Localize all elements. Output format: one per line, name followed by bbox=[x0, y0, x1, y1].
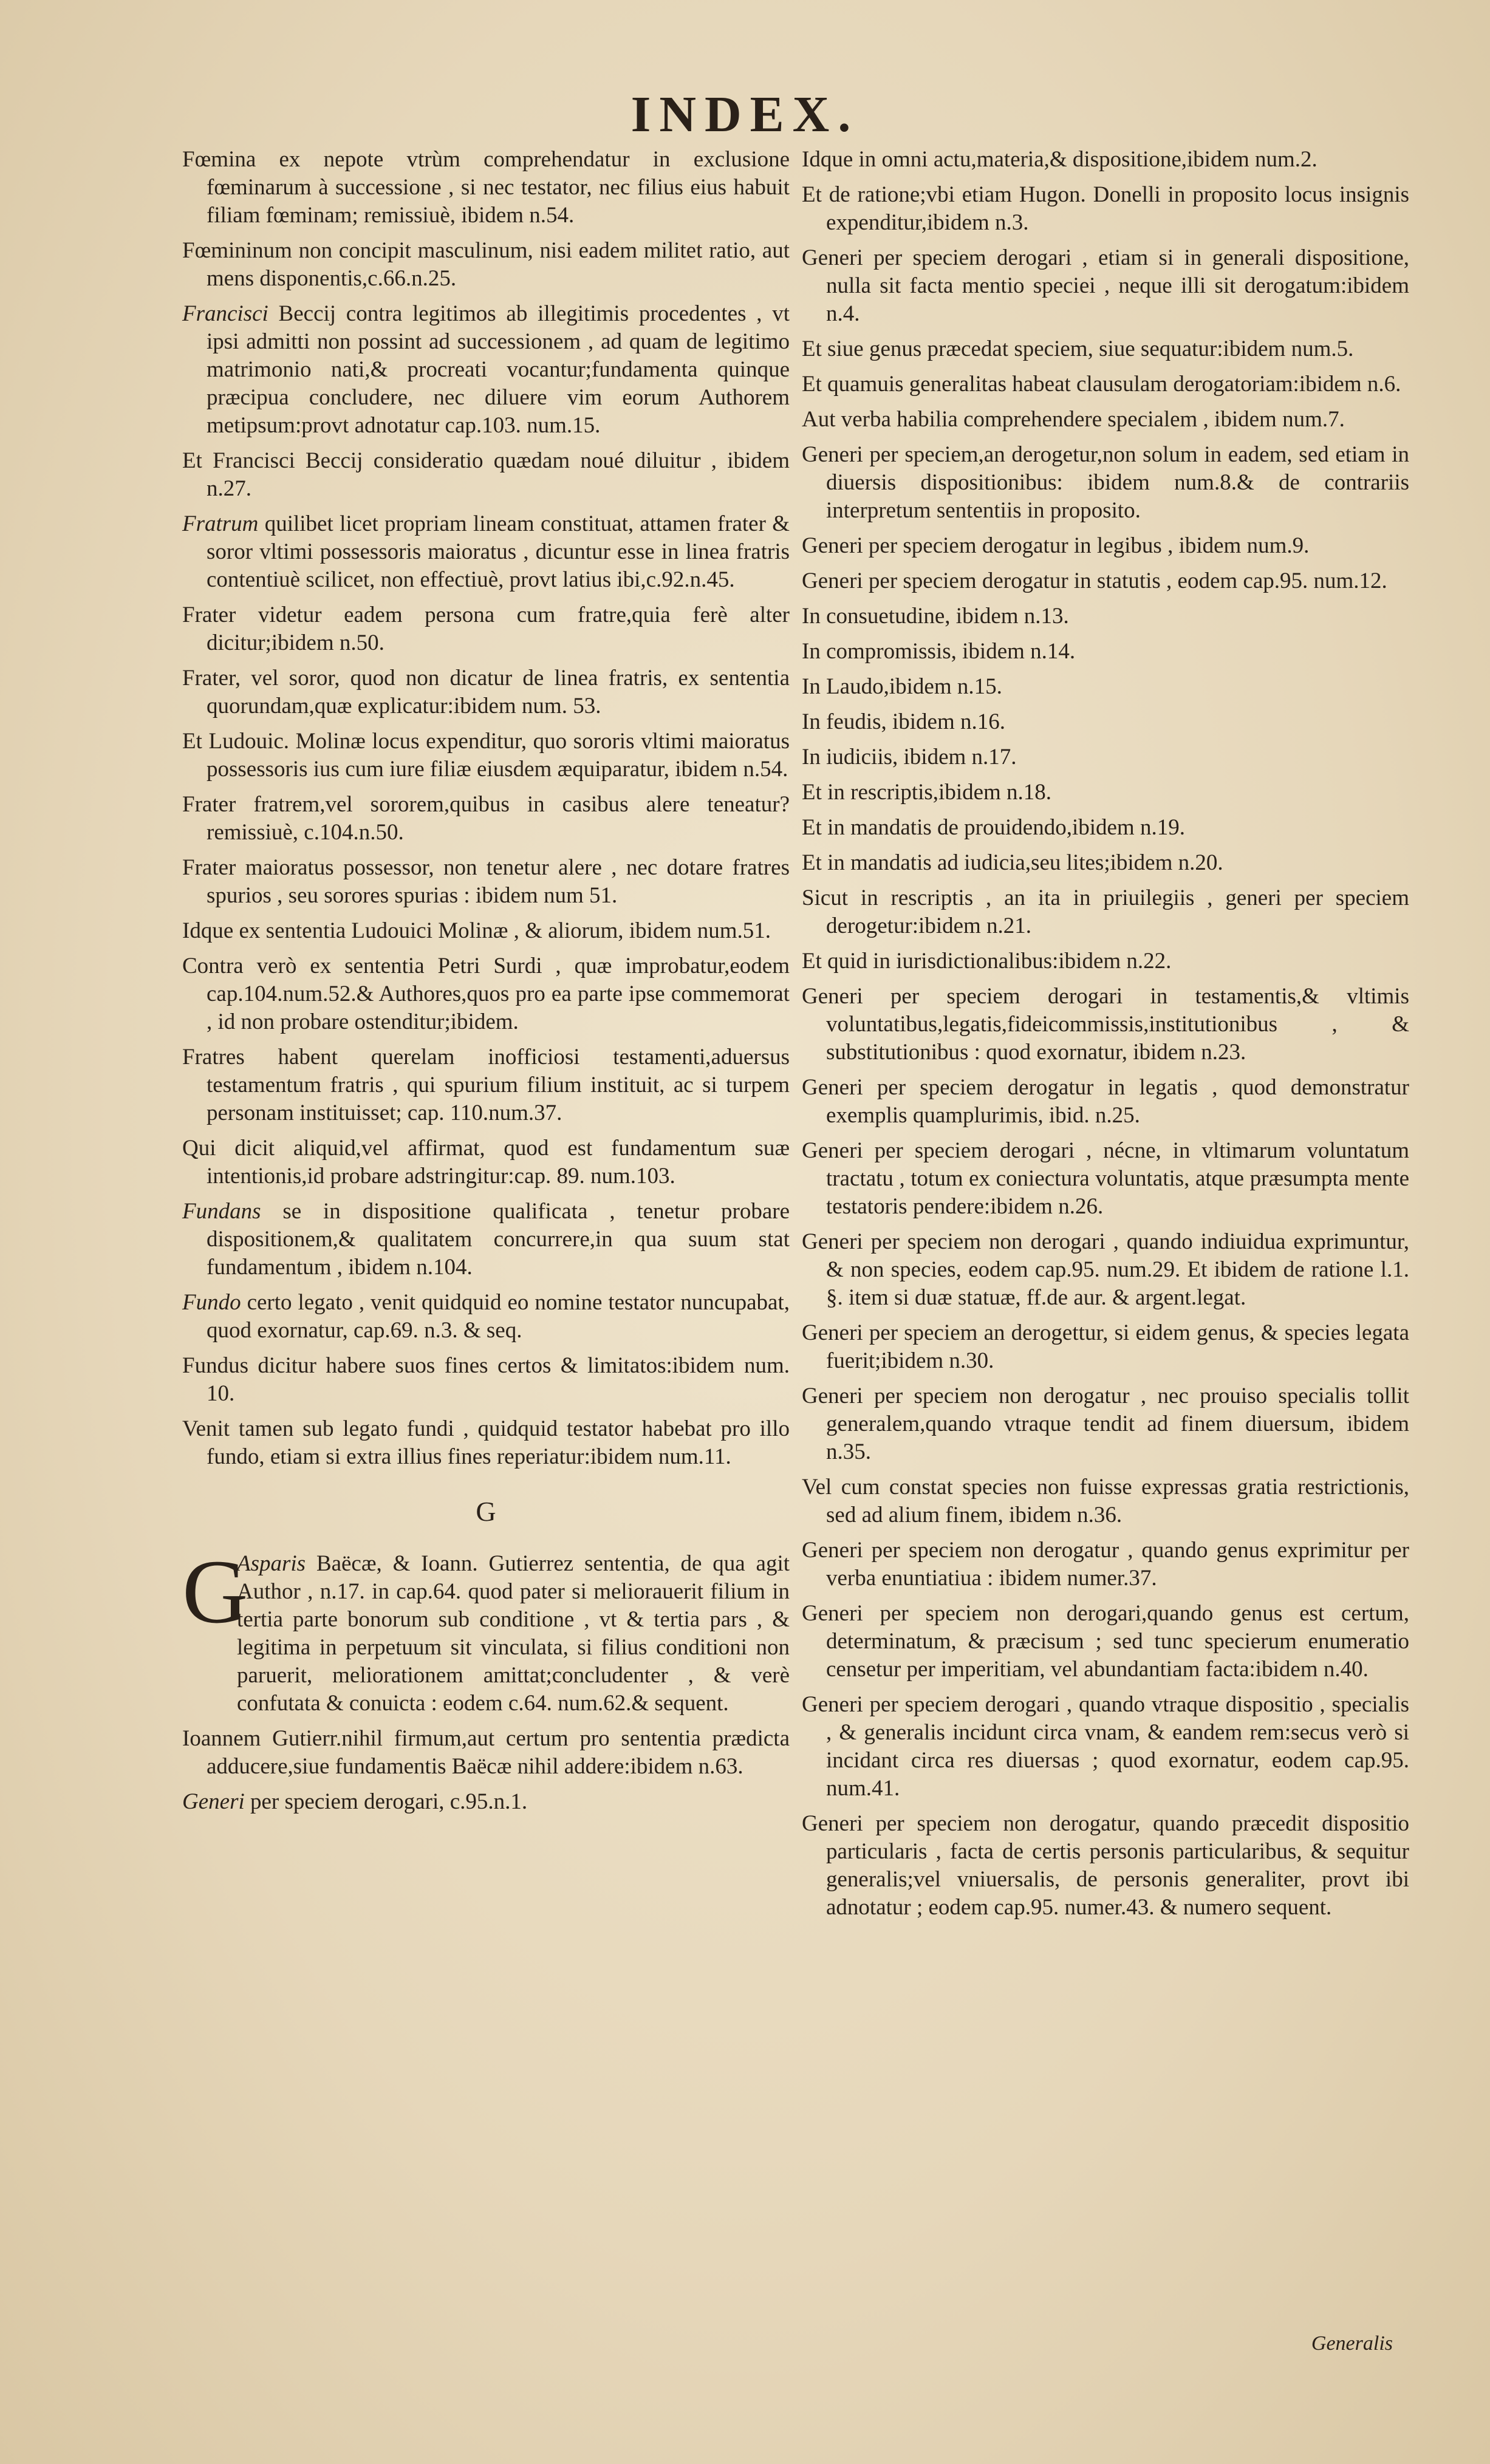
entry-text: Et quid in iurisdictionalibus:ibidem n.22. bbox=[802, 949, 1172, 974]
entry-text: Sicut in rescriptis , an ita in priuilegiis , generi per speciem derogetur:ibidem n.21. bbox=[802, 886, 1409, 938]
entry-text: Et in rescriptis,ibidem n.18. bbox=[802, 780, 1052, 805]
page-title: INDEX. bbox=[631, 86, 859, 143]
entry-text: Beccij contra legitimos ab illegitimis procedentes , vt ipsi admitti non possint ad successionem , ad quam de legitimo matrimonio nati,& procreati vocantur;fundamenta quinque præcipua concludere, nec diluere vim eorum Authorem metipsum:provt adnotatur cap.103. num.15. bbox=[207, 301, 790, 438]
index-entry bbox=[182, 854, 790, 910]
letter-heading: G bbox=[476, 1496, 496, 1527]
entry-text: Fœmininum non concipit masculinum, nisi eadem militet ratio, aut mens disponentis,c.66.n.25. bbox=[182, 238, 790, 291]
index-entry bbox=[802, 849, 1409, 877]
entry-text: Generi per speciem non derogatur , quando genus exprimitur per verba enuntiatiua : ibidem numer.37. bbox=[802, 1538, 1409, 1591]
index-entry bbox=[182, 917, 790, 945]
entry-text: Frater fratrem,vel sororem,quibus in casibus alere teneatur?remissiuè, c.104.n.50. bbox=[182, 792, 790, 845]
left-entries-1 bbox=[182, 146, 790, 1471]
index-entry bbox=[182, 1725, 790, 1781]
entry-text: Generi per speciem derogari , etiam si in generali dispositione, nulla sit facta mentio speciei , neque illi sit derogatum:ibidem n.4. bbox=[802, 245, 1409, 326]
entry-text: Generi per speciem derogatur in legatis , quod demonstratur exemplis quamplurimis, ibid. n.25. bbox=[802, 1075, 1409, 1128]
entry-text: Generi per speciem an derogettur, si eidem genus, & species legata fuerit;ibidem n.30. bbox=[802, 1320, 1409, 1373]
index-entry bbox=[182, 791, 790, 847]
entry-text: Generi per speciem non derogari , quando indiuidua exprimuntur, & non species, eodem cap.95. num.29. Et ibidem de ratione l.1. §. item si duæ statuæ, ff.de aur. & argent.legat. bbox=[802, 1229, 1409, 1310]
index-entry bbox=[182, 447, 790, 503]
entry-text: In compromissis, ibidem n.14. bbox=[802, 639, 1076, 664]
index-entry bbox=[802, 1600, 1409, 1684]
entry-text: Fundus dicitur habere suos fines certos & limitatos:ibidem num. 10. bbox=[182, 1353, 790, 1406]
entry-text: Et de ratione;vbi etiam Hugon. Donelli in proposito locus insignis expenditur,ibidem n.3. bbox=[802, 182, 1409, 235]
entry-text: Generi per speciem derogari , quando vtraque dispositio , specialis , & generalis incidunt circa vnam, & eandem rem:secus verò si incidant circa res diuersas ; quod exornatur, eodem cap.95. num.41. bbox=[802, 1692, 1409, 1801]
entry-text: Aut verba habilia comprehendere specialem , ibidem num.7. bbox=[802, 407, 1345, 432]
entry-text: Et siue genus præcedat speciem, siue sequatur:ibidem num.5. bbox=[802, 336, 1354, 361]
entry-lead: Fratrum bbox=[182, 511, 259, 536]
entry-text: Frater, vel soror, quod non dicatur de linea fratris, ex sententia quorundam,quæ explicatur:ibidem num. 53. bbox=[182, 666, 790, 718]
drop-capital: G bbox=[182, 1541, 248, 1642]
index-entry bbox=[182, 237, 790, 293]
entry-text: Et in mandatis de prouidendo,ibidem n.19. bbox=[802, 815, 1185, 840]
entry-text: Venit tamen sub legato fundi , quidquid testator habebat pro illo fundo, etiam si extra illius fines reperiatur:ibidem num.11. bbox=[182, 1416, 790, 1469]
index-entry bbox=[182, 601, 790, 657]
entry-text: se in dispositione qualificata , tenetur probare dispositionem,& qualitatem concurrere,in qua suum stat fundamentum , ibidem n.104. bbox=[207, 1199, 790, 1280]
entry-lead: Francisci bbox=[182, 301, 268, 326]
index-entry bbox=[802, 779, 1409, 807]
index-entry bbox=[802, 406, 1409, 434]
index-entry bbox=[802, 567, 1409, 595]
entry-text: Et Ludouic. Molinæ locus expenditur, quo sororis vltimi maioratus possessoris ius cum iure filiæ eiusdem æquiparatur, ibidem n.54. bbox=[182, 729, 790, 782]
left-column bbox=[182, 146, 790, 1823]
index-entry bbox=[802, 708, 1409, 736]
entry-text: In iudiciis, ibidem n.17. bbox=[802, 745, 1017, 770]
index-entry bbox=[802, 947, 1409, 975]
index-entry bbox=[182, 728, 790, 783]
entry-text: certo legato , venit quidquid eo nomine testator nuncupabat, quod exornatur, cap.69. n.3. & seq. bbox=[207, 1290, 790, 1343]
entry-text: quilibet licet propriam lineam constituat, attamen frater & soror vltimi possessoris maioratus , dicuntur esse in linea fratris contentiuè scilicet, non effectiuè, provt latius ibi,c.92.n.45. bbox=[207, 511, 790, 592]
index-entry bbox=[802, 532, 1409, 560]
entry-text: Generi per speciem derogatur in statutis , eodem cap.95. num.12. bbox=[802, 568, 1387, 593]
index-entry bbox=[802, 335, 1409, 363]
entry-text: In consuetudine, ibidem n.13. bbox=[802, 604, 1069, 629]
index-entry bbox=[182, 1135, 790, 1190]
index-entry bbox=[802, 1074, 1409, 1130]
index-entry bbox=[802, 441, 1409, 525]
index-entry bbox=[182, 1198, 790, 1281]
index-entry bbox=[182, 1352, 790, 1408]
index-entry bbox=[802, 1228, 1409, 1312]
index-entry bbox=[802, 673, 1409, 701]
index-entry bbox=[802, 1537, 1409, 1592]
index-entry bbox=[182, 1043, 790, 1127]
index-entry bbox=[182, 952, 790, 1036]
entry-text: Ioannem Gutierr.nihil firmum,aut certum pro sententia prædicta adducere,siue fundamentis Baëcæ nihil addere:ibidem n.63. bbox=[182, 1726, 790, 1779]
index-entry bbox=[802, 602, 1409, 630]
left-entries-2 bbox=[182, 1725, 790, 1816]
entry-text: Idque in omni actu,materia,& dispositione,ibidem num.2. bbox=[802, 147, 1317, 172]
entry-text: Frater maioratus possessor, non tenetur alere , nec dotare fratres spurios , seu sorores spurias : ibidem num 51. bbox=[182, 855, 790, 908]
dropcap-lead: Asparis bbox=[237, 1551, 306, 1576]
entry-text: Fœmina ex nepote vtrùm comprehendatur in exclusione fœminarum à successione , si nec testator, nec filius eius habuit filiam fœminam; remissiuè, ibidem n.54. bbox=[182, 147, 790, 228]
dropcap-text: Baëcæ, & Ioann. Gutierrez sententia, de qua agit Author , n.17. in cap.64. quod pater si meliorauerit filium in tertia parte bonorum sub conditione , vt & tertia pars , & legitima in perpetuum sit vinculata, si filius conditioni non paruerit, meliorationem amittat;concludenter , & verè confutata & conuicta : eodem c.64. num.62.& sequent. bbox=[237, 1551, 790, 1716]
entry-text: Idque ex sententia Ludouici Molinæ , & aliorum, ibidem num.51. bbox=[182, 918, 771, 943]
entry-text: Generi per speciem non derogatur, quando præcedit dispositio particularis , facta de certis personis particularibus, & sequitur generalis;vel vniuersalis, de personis generaliter, provt ibi adnotatur ; eodem cap.95. numer.43. & numero sequent. bbox=[802, 1811, 1409, 1920]
entry-text: Generi per speciem non derogari,quando genus est certum, determinatum, & præcisum ; sed tunc specierum enumeratio censetur per imperitiam, vel abundantiam facta:ibidem n.40. bbox=[802, 1601, 1409, 1682]
entry-text: In Laudo,ibidem n.15. bbox=[802, 674, 1002, 699]
index-entry bbox=[802, 743, 1409, 771]
index-entry bbox=[802, 1319, 1409, 1375]
index-entry bbox=[802, 1691, 1409, 1803]
right-entries bbox=[802, 146, 1409, 1922]
index-entry bbox=[802, 814, 1409, 842]
index-entry bbox=[802, 244, 1409, 328]
index-entry bbox=[802, 1137, 1409, 1221]
catchword: Generalis bbox=[1311, 2332, 1393, 2355]
right-column bbox=[802, 146, 1409, 1929]
entry-text: Fratres habent querelam inofficiosi testamenti,aduersus testamentum fratris , qui spurium filium instituit, ac si turpem personam instituisset; cap. 110.num.37. bbox=[182, 1045, 790, 1125]
index-entry bbox=[182, 510, 790, 594]
index-entry bbox=[802, 1382, 1409, 1466]
entry-text: Generi per speciem derogari in testamentis,& vltimis voluntatibus,legatis,fideicommissis,institutionibus , & substitutionibus : quod exornatur, ibidem n.23. bbox=[802, 984, 1409, 1065]
entry-text: Generi per speciem,an derogetur,non solum in eadem, sed etiam in diuersis dispositionibus: ibidem num.8.& de contrariis interpretum sententiis in proposito. bbox=[802, 442, 1409, 523]
entry-text: Et in mandatis ad iudicia,seu lites;ibidem n.20. bbox=[802, 850, 1223, 875]
index-entry bbox=[182, 146, 790, 230]
entry-text: Et Francisci Beccij consideratio quædam noué diluitur , ibidem n.27. bbox=[182, 448, 790, 501]
entry-text: Frater videtur eadem persona cum fratre,quia ferè alter dicitur;ibidem n.50. bbox=[182, 602, 790, 655]
index-entry bbox=[802, 181, 1409, 237]
index-entry bbox=[802, 638, 1409, 666]
index-entry bbox=[182, 1289, 790, 1345]
entry-lead: Fundo bbox=[182, 1290, 241, 1315]
entry-lead: Generi bbox=[182, 1789, 245, 1814]
index-entry bbox=[802, 884, 1409, 940]
entry-text: Generi per speciem derogatur in legibus , ibidem num.9. bbox=[802, 533, 1310, 558]
entry-text: Vel cum constat species non fuisse expressas gratia restrictionis, sed ad alium finem, ibidem n.36. bbox=[802, 1475, 1409, 1527]
entry-text: Et quamuis generalitas habeat clausulam derogatoriam:ibidem n.6. bbox=[802, 372, 1401, 397]
index-entry bbox=[802, 983, 1409, 1066]
entry-text: In feudis, ibidem n.16. bbox=[802, 709, 1006, 734]
entry-text: Generi per speciem non derogatur , nec prouiso specialis tollit generalem,quando vtraque tendit ad finem diuersum, ibidem n.35. bbox=[802, 1384, 1409, 1464]
index-entry bbox=[182, 664, 790, 720]
index-entry bbox=[182, 1415, 790, 1471]
entry-text: Contra verò ex sententia Petri Surdi , quæ improbatur,eodem cap.104.num.52.& Authores,quos pro ea parte ipse commemorat , id non probare ostenditur;ibidem. bbox=[182, 954, 790, 1034]
index-entry bbox=[802, 1473, 1409, 1529]
entry-text: per speciem derogari, c.95.n.1. bbox=[244, 1789, 528, 1814]
entry-lead: Fundans bbox=[182, 1199, 261, 1224]
dropcap-entry bbox=[182, 1541, 790, 1718]
index-entry bbox=[802, 146, 1409, 174]
index-entry bbox=[802, 1810, 1409, 1922]
index-entry bbox=[182, 1788, 790, 1816]
index-entry bbox=[802, 370, 1409, 398]
index-entry bbox=[182, 300, 790, 440]
entry-text: Generi per speciem derogari , nécne, in vltimarum voluntatum tractatu , totum ex coniectura voluntatis, atque præsumpta mente testatoris pendere:ibidem n.26. bbox=[802, 1138, 1409, 1219]
entry-text: Qui dicit aliquid,vel affirmat, quod est fundamentum suæ intentionis,id probare adstringitur:cap. 89. num.103. bbox=[182, 1136, 790, 1189]
